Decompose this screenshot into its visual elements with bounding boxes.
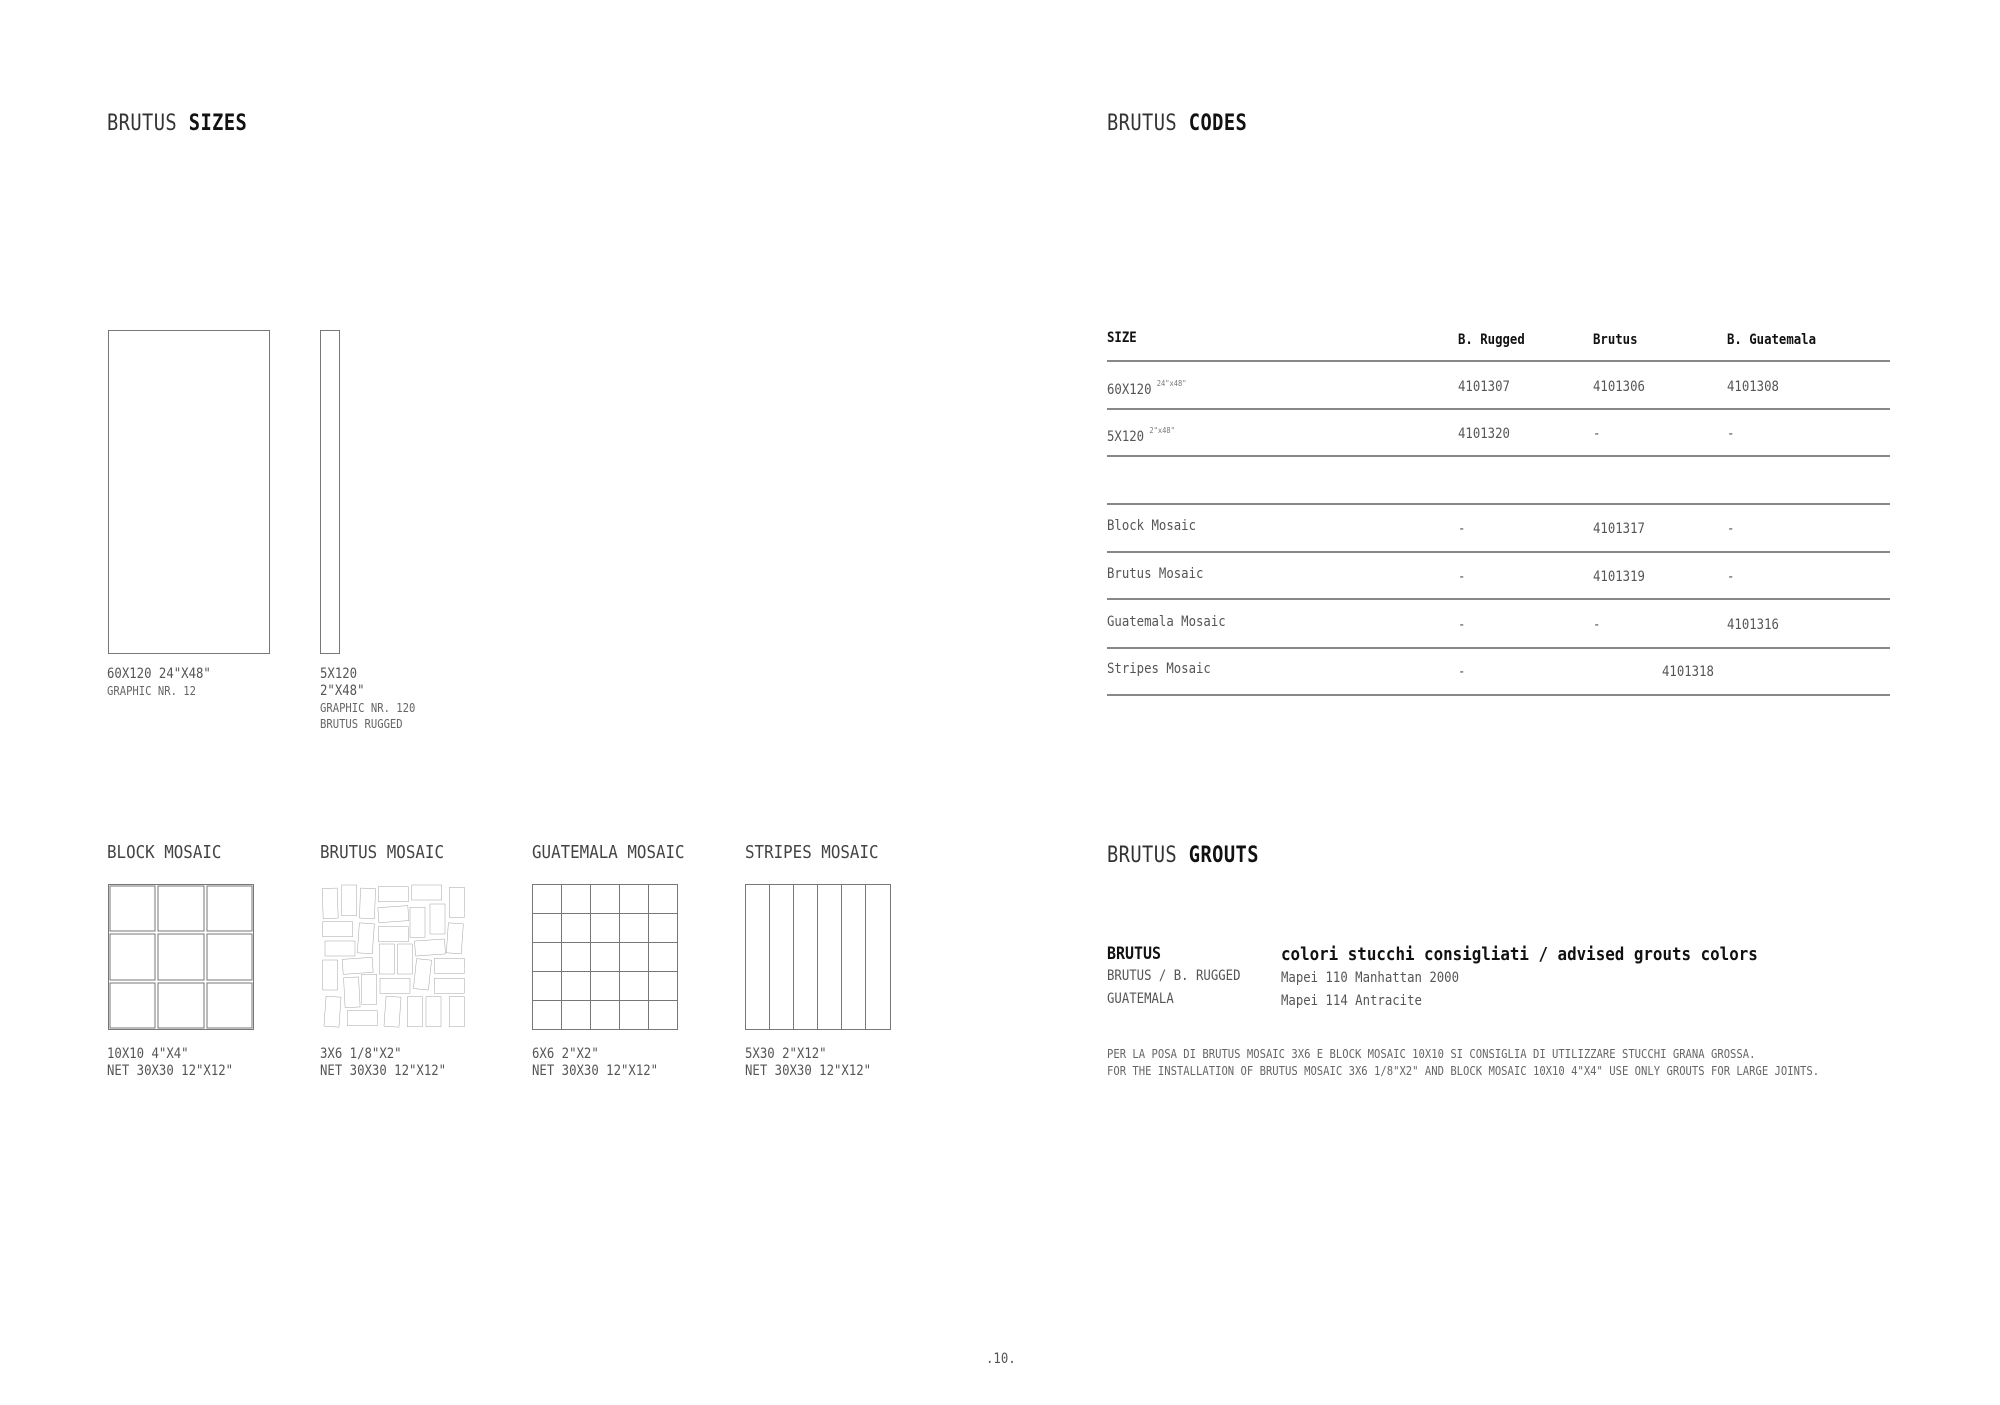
code-cell: - — [1458, 569, 1466, 585]
grout-color-value: Mapei 114 Antracite — [1281, 993, 1422, 1009]
mosaic-net-label: NET 30X30 12"X12" — [107, 1063, 234, 1079]
stripes-mosaic-graphic — [745, 884, 891, 1030]
tile-series-label: BRUTUS RUGGED — [320, 717, 403, 731]
tile-graphic-label: GRAPHIC NR. 120 — [320, 701, 416, 715]
table-row-size: Stripes Mosaic — [1107, 661, 1211, 677]
table-row-size: Block Mosaic — [1107, 518, 1197, 534]
row-divider — [1107, 408, 1890, 410]
grouts-label: BRUTUS — [1107, 944, 1162, 964]
mosaic-size-label: 3X6 1/8"X2" — [320, 1046, 402, 1062]
code-cell: - — [1727, 569, 1735, 585]
tile-size-label: 5X120 — [320, 666, 358, 682]
grouts-heading: colori stucchi consigliati / advised grouts colors — [1281, 944, 1758, 965]
column-header: SIZE — [1107, 330, 1137, 346]
mosaic-title: BRUTUS MOSAIC — [320, 842, 444, 863]
tile-60x120-graphic — [108, 330, 270, 654]
row-divider — [1107, 455, 1890, 457]
codes-title: BRUTUS CODES — [1107, 111, 1248, 136]
grout-color-value: Mapei 110 Manhattan 2000 — [1281, 970, 1460, 986]
grouts-note-english: FOR THE INSTALLATION OF BRUTUS MOSAIC 3X6 1/8"X2" AND BLOCK MOSAIC 10X10 4"X4" USE ONLY GROUTS FOR LARGE JOINTS. — [1107, 1064, 1820, 1078]
page-number: .10. — [986, 1351, 1016, 1367]
mosaic-size-label: 5X30 2"X12" — [745, 1046, 827, 1062]
code-cell: - — [1593, 426, 1601, 442]
table-row-size: Brutus Mosaic — [1107, 566, 1204, 582]
table-row-size: Guatemala Mosaic — [1107, 614, 1226, 630]
grout-series-name: BRUTUS / B. RUGGED — [1107, 968, 1241, 984]
code-cell: 4101319 — [1593, 569, 1645, 585]
tile-5x120-graphic — [320, 330, 340, 654]
code-cell: 4101317 — [1593, 521, 1645, 537]
grouts-title: BRUTUS GROUTS — [1107, 843, 1259, 868]
code-cell: 4101308 — [1727, 379, 1779, 395]
mosaic-size-label: 6X6 2"X2" — [532, 1046, 599, 1062]
mosaic-title: STRIPES MOSAIC — [745, 842, 879, 863]
row-divider — [1107, 598, 1890, 600]
code-cell: - — [1727, 521, 1735, 537]
guatemala-mosaic-graphic — [532, 884, 678, 1030]
mosaic-net-label: NET 30X30 12"X12" — [320, 1063, 447, 1079]
grouts-note-italian: PER LA POSA DI BRUTUS MOSAIC 3X6 E BLOCK MOSAIC 10X10 SI CONSIGLIA DI UTILIZZARE STUCCHI GRANA GROSSA. — [1107, 1047, 1756, 1061]
block-mosaic-graphic — [108, 884, 254, 1030]
tile-size-label: 60X120 24"X48" — [107, 666, 211, 682]
tile-size-inch-label: 2"X48" — [320, 683, 365, 699]
mosaic-net-label: NET 30X30 12"X12" — [745, 1063, 872, 1079]
mosaic-net-label: NET 30X30 12"X12" — [532, 1063, 659, 1079]
table-row-size: 60X120 $^{24"x48"}$ — [1107, 379, 1187, 398]
column-header: B. Guatemala — [1727, 332, 1817, 348]
code-cell: - — [1593, 617, 1601, 633]
sizes-title: BRUTUS SIZES — [107, 111, 248, 136]
column-header: B. Rugged — [1458, 332, 1525, 348]
row-divider — [1107, 503, 1890, 505]
code-cell: 4101318 — [1662, 664, 1714, 680]
mosaic-title: GUATEMALA MOSAIC — [532, 842, 685, 863]
code-cell: 4101316 — [1727, 617, 1779, 633]
code-cell: 4101306 — [1593, 379, 1645, 395]
row-divider — [1107, 360, 1890, 362]
row-divider — [1107, 551, 1890, 553]
code-cell: 4101307 — [1458, 379, 1510, 395]
row-divider — [1107, 647, 1890, 649]
code-cell: - — [1458, 617, 1466, 633]
code-cell: 4101320 — [1458, 426, 1510, 442]
column-header: Brutus — [1593, 332, 1638, 348]
row-divider — [1107, 694, 1890, 696]
mosaic-size-label: 10X10 4"X4" — [107, 1046, 189, 1062]
mosaic-title: BLOCK MOSAIC — [107, 842, 222, 863]
code-cell: - — [1458, 521, 1466, 537]
table-row-size: 5X120 $^{2"x48"}$ — [1107, 426, 1175, 445]
tile-graphic-label: GRAPHIC NR. 12 — [107, 684, 197, 698]
brutus-mosaic-graphic — [310, 870, 480, 1040]
grout-series-name: GUATEMALA — [1107, 991, 1174, 1007]
code-cell: - — [1458, 664, 1466, 680]
code-cell: - — [1727, 426, 1735, 442]
